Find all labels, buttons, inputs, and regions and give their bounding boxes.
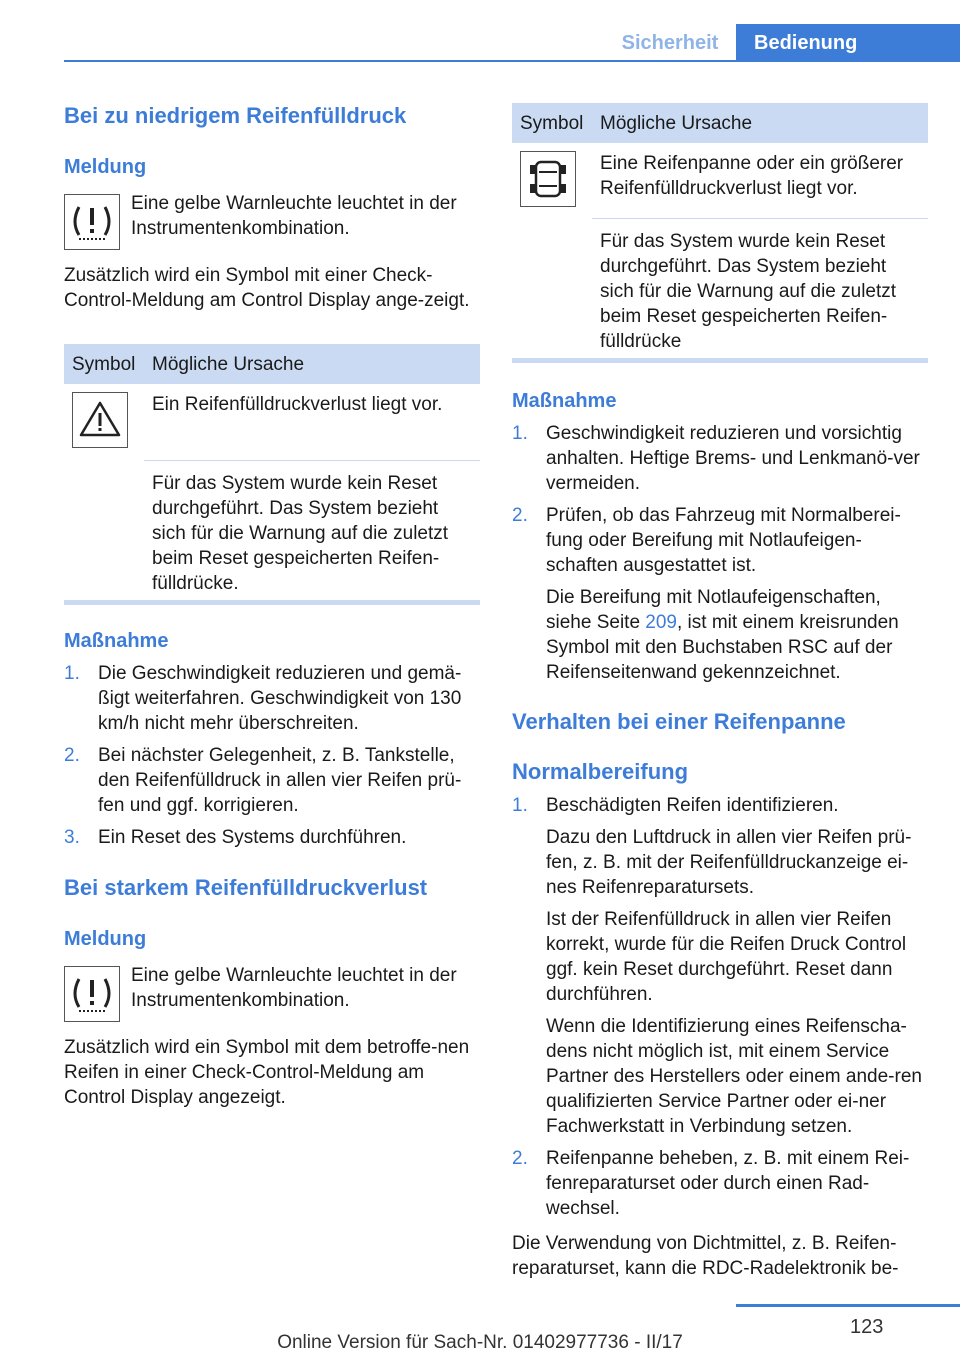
- col-header-symbol: Symbol: [64, 344, 144, 384]
- table-row: [512, 218, 928, 362]
- tire-pressure-warning-icon: [64, 194, 120, 250]
- subsection-normalbereifung: Normalbereifung: [512, 759, 689, 784]
- tab-bedienung[interactable]: Bedienung: [736, 24, 960, 62]
- meldung-heading: Meldung: [64, 928, 147, 950]
- table-row: [64, 384, 480, 460]
- warning-triangle-icon: [72, 392, 128, 448]
- steps-left: [64, 661, 480, 857]
- page-link-209[interactable]: 209: [645, 612, 677, 633]
- section-title-strong-loss: Bei starkem Reifenfülldruckverlust: [64, 875, 428, 900]
- massnahme-heading: Maßnahme: [512, 390, 617, 412]
- symbol-table-right: [512, 103, 928, 362]
- paragraph-1: Zusätzlich wird ein Symbol mit einer Check-Control-Meldung am Control Display ange-zeigt.: [64, 265, 470, 311]
- col-header-symbol: Symbol: [512, 103, 592, 143]
- cause-text: Eine Reifenpanne oder ein größerer Reifenfülldruckverlust liegt vor.: [600, 153, 904, 199]
- car-flat-tire-icon: [520, 151, 576, 207]
- list-item: 2. Bei nächster Gelegenheit, z. B. Tankstelle, den Reifenfülldruck in allen vier Reifen prü-fen und ggf. korrigieren.: [64, 745, 462, 816]
- footer-rule: [736, 1304, 960, 1307]
- table-row: [64, 460, 480, 604]
- table-row: [512, 143, 928, 218]
- steps-right-2: [512, 793, 928, 1228]
- tire-pressure-warning-icon: [64, 966, 120, 1022]
- cause-text: Für das System wurde kein Reset durchgeführt. Das System bezieht sich für die Warnung auf die zuletzt beim Reset gespeicherten Reifen-fülldrücke.: [144, 460, 480, 604]
- list-item: 1. Geschwindigkeit reduzieren und vorsichtig anhalten. Heftige Brems- und Lenkmanö-ver vermeiden.: [512, 423, 920, 494]
- steps-right-1: [512, 421, 928, 692]
- header-rule: [64, 60, 960, 62]
- table-end-rule: [512, 358, 928, 363]
- tab-sicherheit[interactable]: Sicherheit: [621, 32, 719, 54]
- cause-text: Ein Reifenfülldruckverlust liegt vor.: [152, 394, 443, 415]
- page-number: 123: [850, 1316, 884, 1338]
- section-title-reifenpanne: Verhalten bei einer Reifenpanne: [512, 709, 846, 734]
- table-end-rule: [64, 600, 480, 605]
- list-item: 1. Die Geschwindigkeit reduzieren und gemä-ßigt weiterfahren. Geschwindigkeit von 130 km/h nicht mehr überschreiten.: [64, 663, 462, 734]
- list-item: 3. Ein Reset des Systems durchführen.: [64, 827, 407, 848]
- meldung-heading: Meldung: [64, 156, 147, 178]
- symbol-table-left: [64, 344, 480, 604]
- warn-text-2: Eine gelbe Warnleuchte leuchtet in der Instrumentenkombination.: [131, 965, 457, 1011]
- warn-text-1: Eine gelbe Warnleuchte leuchtet in der Instrumentenkombination.: [131, 193, 457, 239]
- cause-text: Für das System wurde kein Reset durchgeführt. Das System bezieht sich für die Warnung auf die zuletzt beim Reset gespeicherten Reifen-fülldrücke: [592, 218, 928, 362]
- col-header-cause: Mögliche Ursache: [144, 344, 480, 384]
- list-item: 2. Prüfen, ob das Fahrzeug mit Normalberei-fung oder Bereifung mit Notlaufeigen-schaften ausgestattet ist. Die Bereifung mit Notlaufeigenschaften, siehe Seite 209, ist mit einem kreisrunden Symbol mit den Buchstaben RSC auf der Reifenseitenwand gekennzeichnet.: [512, 505, 901, 683]
- list-item: 2. Reifenpanne beheben, z. B. mit einem Rei-fenreparaturset oder durch einen Rad-wechsel.: [512, 1148, 910, 1219]
- list-item: 1. Beschädigten Reifen identifizieren. Dazu den Luftdruck in allen vier Reifen prü-fen, z. B. mit der Reifenfülldruckanzeige ei-nes Reifenreparatursets. Ist der Reifenfülldruck in allen vier Reifen korrekt, wurde für die Reifen Druck Control ggf. kein Reset durchgeführt. Reset dann durchführen. Wenn die Identifizierung eines Reifenscha-dens nicht möglich ist, mit einem Service Partner des Herstellers oder einem ande-ren qualifizierten Service Partner oder ei-ner Fachwerkstatt in Verbindung setzen.: [512, 795, 922, 1137]
- paragraph-end: Die Verwendung von Dichtmittel, z. B. Reifen-reparaturset, kann die RDC-Radelektronik be-: [512, 1233, 899, 1279]
- footer-text: Online Version für Sach-Nr. 01402977736 - II/17: [277, 1332, 683, 1353]
- paragraph-2: Zusätzlich wird ein Symbol mit dem betroffe-nen Reifen in einer Check-Control-Meldung am Control Display angezeigt.: [64, 1037, 470, 1108]
- massnahme-heading: Maßnahme: [64, 630, 169, 652]
- section-title-low-pressure: Bei zu niedrigem Reifenfülldruck: [64, 103, 407, 128]
- col-header-cause: Mögliche Ursache: [592, 103, 928, 143]
